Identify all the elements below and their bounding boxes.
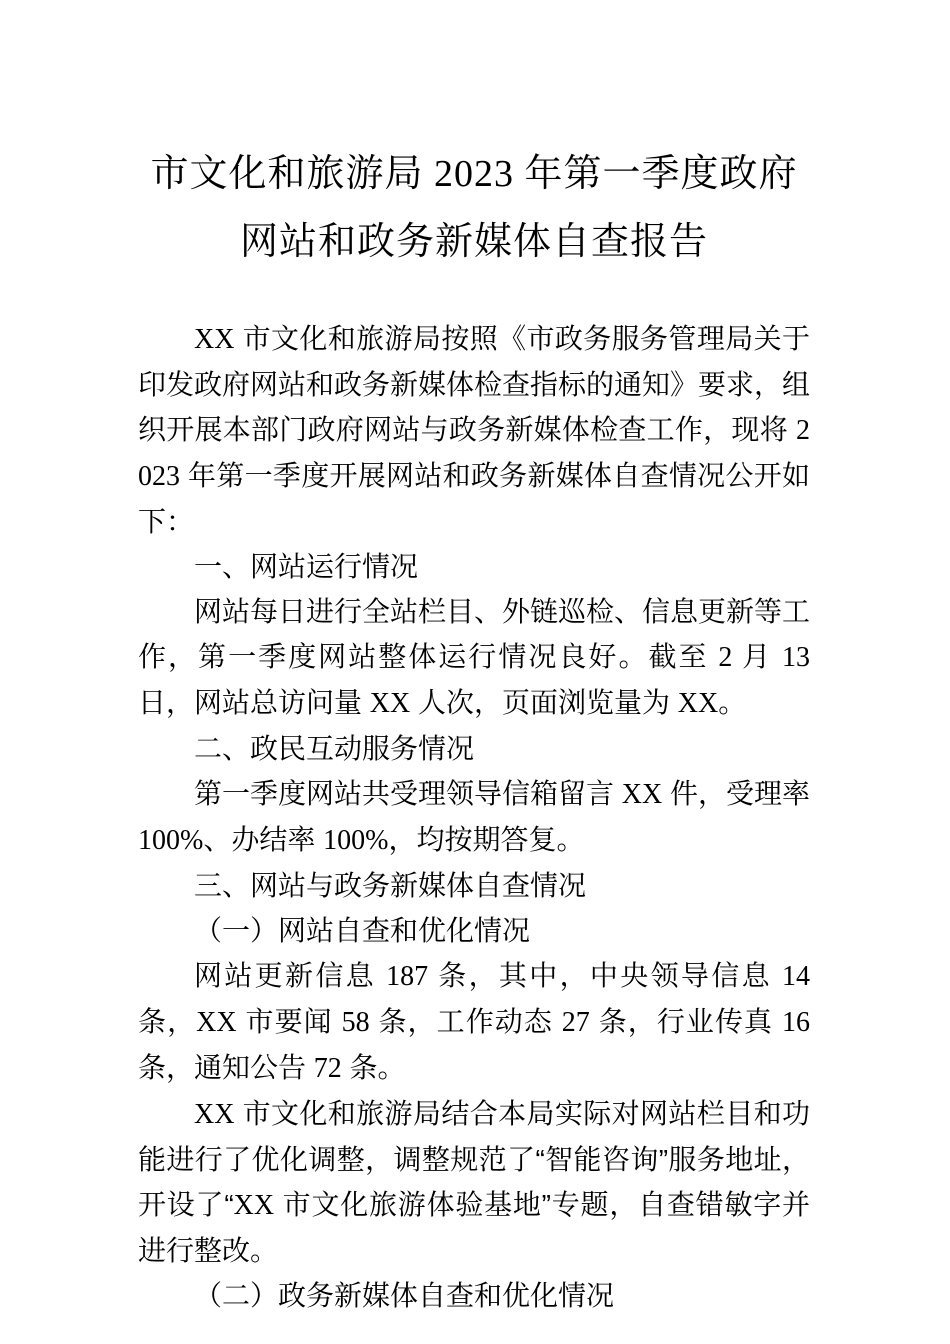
section-heading: （一）网站自查和优化情况 xyxy=(194,915,531,946)
paragraph: 网站更新信息 187 条，其中，中央领导信息 14 条，XX 市要闻 58 条，工作动态 27 条，行业传真 16 条，通知公告 72 条。 xyxy=(138,960,811,1084)
section-heading: 一、网站运行情况 xyxy=(194,551,419,582)
paragraph: XX 市文化和旅游局结合本局实际对网站栏目和功能进行了优化调整，调整规范了“智能咨询”服务地址，开设了“XX 市文化旅游体验基地”专题，自查错敏字并进行整改。 xyxy=(138,1098,811,1266)
paragraph: 网站每日进行全站栏目、外链巡检、信息更新等工作，第一季度网站整体运行情况良好。截至 2 月 13 日，网站总访问量 XX 人次，页面浏览量为 XX。 xyxy=(138,596,811,719)
section-heading: 三、网站与政务新媒体自查情况 xyxy=(194,870,587,901)
paragraph: XX 市文化和旅游局按照《市政务服务管理局关于印发政府网站和政务新媒体检查指标的通知》要求，组织开展本部门政府网站与政务新媒体检查工作，现将 2023 年第一季度开展网站和政务新媒体自查情况公开如下： xyxy=(138,323,811,537)
paragraph: 第一季度网站共受理领导信箱留言 XX 件，受理率 100%、办结率 100%，均按期答复。 xyxy=(138,778,811,856)
document-title: 市文化和旅游局 2023 年第一季度政府网站和政务新媒体自查报告 xyxy=(150,153,798,263)
document-body xyxy=(138,316,810,1318)
section-heading: 二、政民互动服务情况 xyxy=(194,733,475,764)
section-heading: （二）政务新媒体自查和优化情况 xyxy=(194,1280,615,1311)
